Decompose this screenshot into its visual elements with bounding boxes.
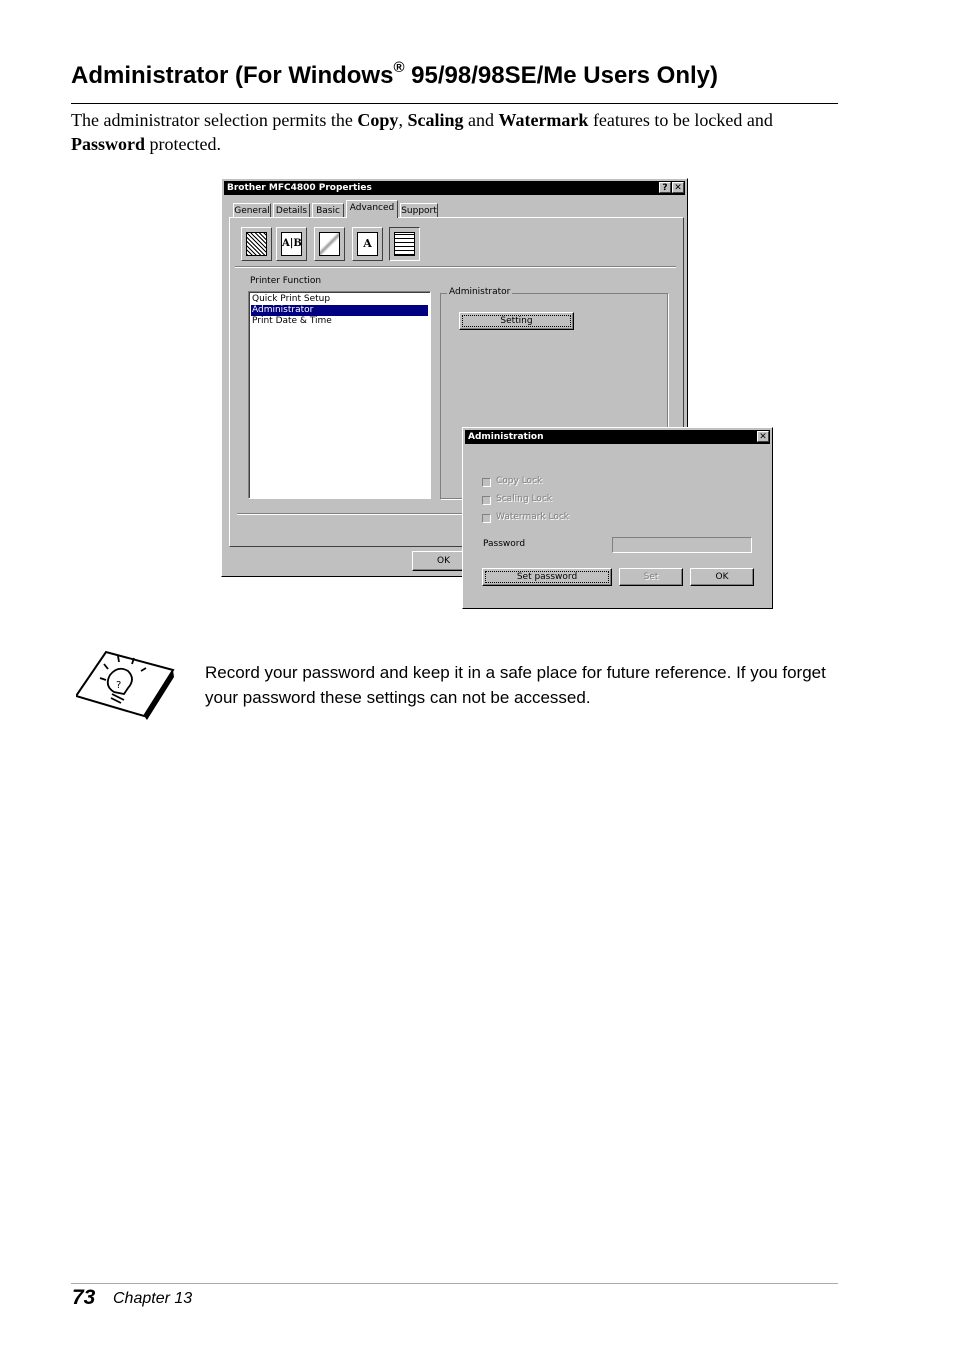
copy-lock-label: Copy Lock [496,476,543,486]
section-heading [71,59,719,90]
administration-dialog [462,427,773,609]
set-button[interactable]: Set [619,568,683,586]
list-item-administrator[interactable]: Administrator [251,305,428,316]
heading-suffix: 95/98/98SE/Me Users Only) [404,62,719,89]
page-number: 73 [72,1286,96,1309]
watermark-lock-checkbox[interactable] [482,514,491,523]
svg-text:?: ? [116,680,122,691]
intro-bold-password: Password [71,134,146,154]
heading-prefix: Administrator (For Windows [71,62,394,89]
administrator-group-label: Administrator [449,287,511,297]
password-field[interactable] [612,537,752,553]
printer-function-label: Printer Function [250,276,322,286]
intro-text: features to be locked and [588,110,773,130]
setting-button[interactable]: Setting [459,312,574,330]
chapter-label: Chapter 13 [113,1290,193,1307]
help-button[interactable]: ? [659,182,671,193]
tab-basic[interactable]: Basic [312,203,344,218]
password-label: Password [483,539,526,549]
quality-icon [246,232,267,256]
list-item-quick-print-setup[interactable]: Quick Print Setup [252,294,331,304]
device-options-icon [394,232,415,256]
scaling-lock-label: Scaling Lock [496,494,552,504]
device-options-icon-button[interactable] [389,227,420,261]
intro-bold-scaling: Scaling [407,110,464,130]
intro-text: and [463,110,499,130]
set-password-button[interactable]: Set password [482,568,612,586]
tab-details[interactable]: Details [273,203,310,218]
intro-text: protected. [145,134,221,154]
duplex-icon: A|B [281,232,302,256]
footer-rule [71,1283,838,1284]
heading-rule [71,103,838,104]
note-text: Record your password and keep it in a safe place for future reference. If you forget your password these settings can not be accessed. [205,663,826,707]
list-item-print-date-time[interactable]: Print Date & Time [252,316,332,326]
scaling-lock-checkbox[interactable] [482,496,491,505]
administration-title: Administration [468,432,544,442]
quality-icon-button[interactable] [241,227,272,261]
tab-advanced[interactable]: Advanced [346,200,398,218]
watermark-lock-label: Watermark Lock [496,512,570,522]
page-setting-icon-button[interactable] [352,227,383,261]
administration-titlebar [465,430,770,444]
lightbulb-note-icon [76,648,176,720]
close-icon[interactable]: ✕ [757,431,769,442]
watermark-icon-button[interactable] [314,227,345,261]
separator [235,266,676,268]
registered-mark: ® [393,59,405,76]
properties-title: Brother MFC4800 Properties [227,183,372,193]
tab-general[interactable]: General [233,203,271,218]
intro-text: The administrator selection permits the [71,110,358,130]
copy-lock-checkbox[interactable] [482,478,491,487]
intro-bold-watermark: Watermark [498,110,589,130]
tab-support[interactable]: Support [400,203,438,218]
close-icon[interactable]: ✕ [672,182,684,193]
ok-button[interactable]: OK [412,551,475,571]
admin-ok-button[interactable]: OK [690,568,754,586]
intro-bold-copy: Copy [357,110,399,130]
duplex-icon-button[interactable] [276,227,307,261]
intro-text: , [398,110,408,130]
page-setting-icon: A [357,232,378,256]
properties-titlebar [224,181,685,195]
intro-paragraph [71,108,851,156]
function-listbox[interactable] [248,291,431,499]
watermark-icon [319,232,340,256]
